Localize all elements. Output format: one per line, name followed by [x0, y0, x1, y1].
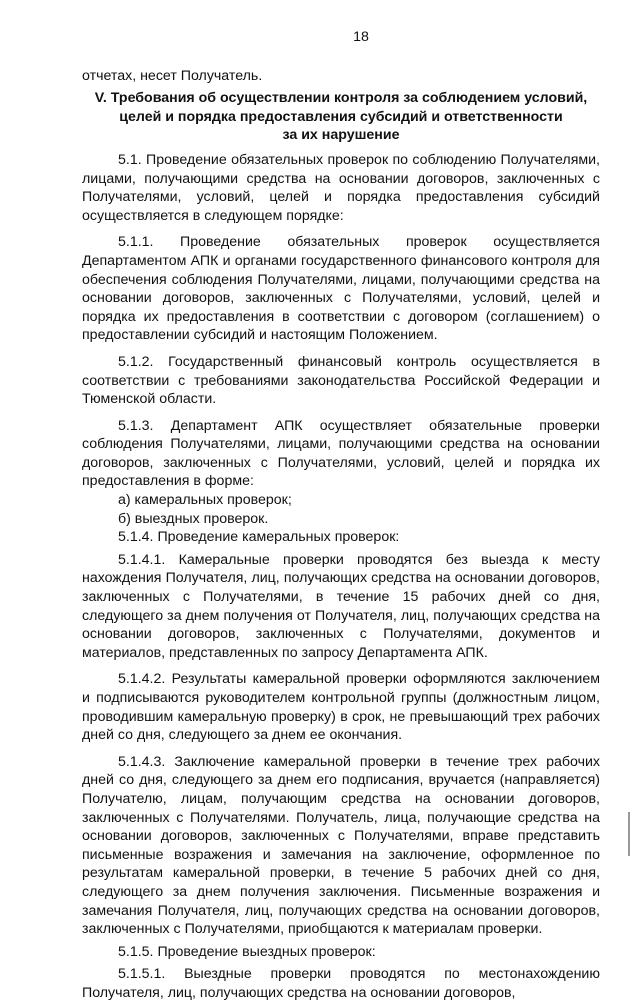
paragraph-5-1-4-3: 5.1.4.3. Заключение камеральной проверки в течение трех рабочих дней со дня, следующего за днем его подписания, вручается (направляется) Получателю, лицам, получающим средства на основании договоров, заключенных с Получателями. Получатель, лица, получающие средства на основании договоров, заключенных с Получателями, вправе представить письменные возражения и замечания на заключение, оформленное по результатам камеральной проверки, в течение 5 рабочих дней со дня, следующего за днем получения заключения. Письменные возражения и замечания Получателя, лиц, получающих средства на основании договоров, заключенных с Получателями, приобщаются к материалам проверки. [82, 753, 600, 938]
paragraph-5-1-4-1: 5.1.4.1. Камеральные проверки проводятся без выезда к месту нахождения Получателя, лиц, получающих средства на основании договоров, заключенных с Получателями, в течение 15 рабочих дней со дня, следующего за днем получения от Получателя, лиц, получающих средства на основании договоров, заключенных с Получателями, документов и материалов, представленных по запросу Департамента АПК. [82, 551, 600, 661]
paragraph-5-1-1: 5.1.1. Проведение обязательных проверок осуществляется Департаментом АПК и органами государственного финансового контроля для обеспечения соблюдения Получателями, лицами, получающими средства на основании договоров, заключенных с Получателями, условий, целей и порядка их предоставления в соответствии с договором (соглашением) о предоставлении субсидий и настоящим Положением. [82, 234, 600, 344]
scan-artifact-line [628, 812, 630, 856]
paragraph-5-1-4-2: 5.1.4.2. Результаты камеральной проверки оформляются заключением и подписываются руководителем контрольной группы (должностным лицом, проводившим камеральную проверку) в срок, не превышающий трех рабочих дней со дня, следующего за днем ее окончания. [82, 671, 600, 744]
list-item-a: а) камеральных проверок; [118, 492, 292, 509]
paragraph-5-1-3: 5.1.3. Департамент АПК осуществляет обязательные проверки соблюдения Получателями, лицами, получающими средства на основании договоров, заключенных с Получателями, условий, целей и порядка их предоставления в форме: [82, 417, 600, 490]
paragraph-5-1: 5.1. Проведение обязательных проверок по соблюдению Получателями, лицами, получающими средства на основании договоров, заключенных с Получателями, условий, целей и порядка предоставления субсидий осуществляется в следующем порядке: [82, 151, 600, 224]
section-heading-line-3: за их нарушение [282, 127, 400, 144]
continuation-text: отчетах, несет Получатель. [82, 67, 263, 84]
section-heading [82, 89, 600, 145]
section-heading-line-2: целей и порядка предоставления субсидий и ответственности [119, 108, 563, 125]
paragraph-5-1-5-1: 5.1.5.1. Выездные проверки проводятся по местонахождению Получателя, лиц, получающих средства на основании договоров, [82, 966, 600, 1001]
paragraph-5-1-2: 5.1.2. Государственный финансовый контроль осуществляется в соответствии с требованиями законодательства Российской Федерации и Тюменской области. [82, 353, 600, 408]
section-heading-line-1: V. Требования об осуществлении контроля за соблюдением условий, [94, 90, 588, 107]
list-item-b: б) выездных проверок. [118, 510, 269, 527]
paragraph-5-1-5: 5.1.5. Проведение выездных проверок: [118, 943, 376, 960]
paragraph-5-1-4: 5.1.4. Проведение камеральных проверок: [118, 529, 400, 546]
page-number: 18 [353, 29, 369, 45]
